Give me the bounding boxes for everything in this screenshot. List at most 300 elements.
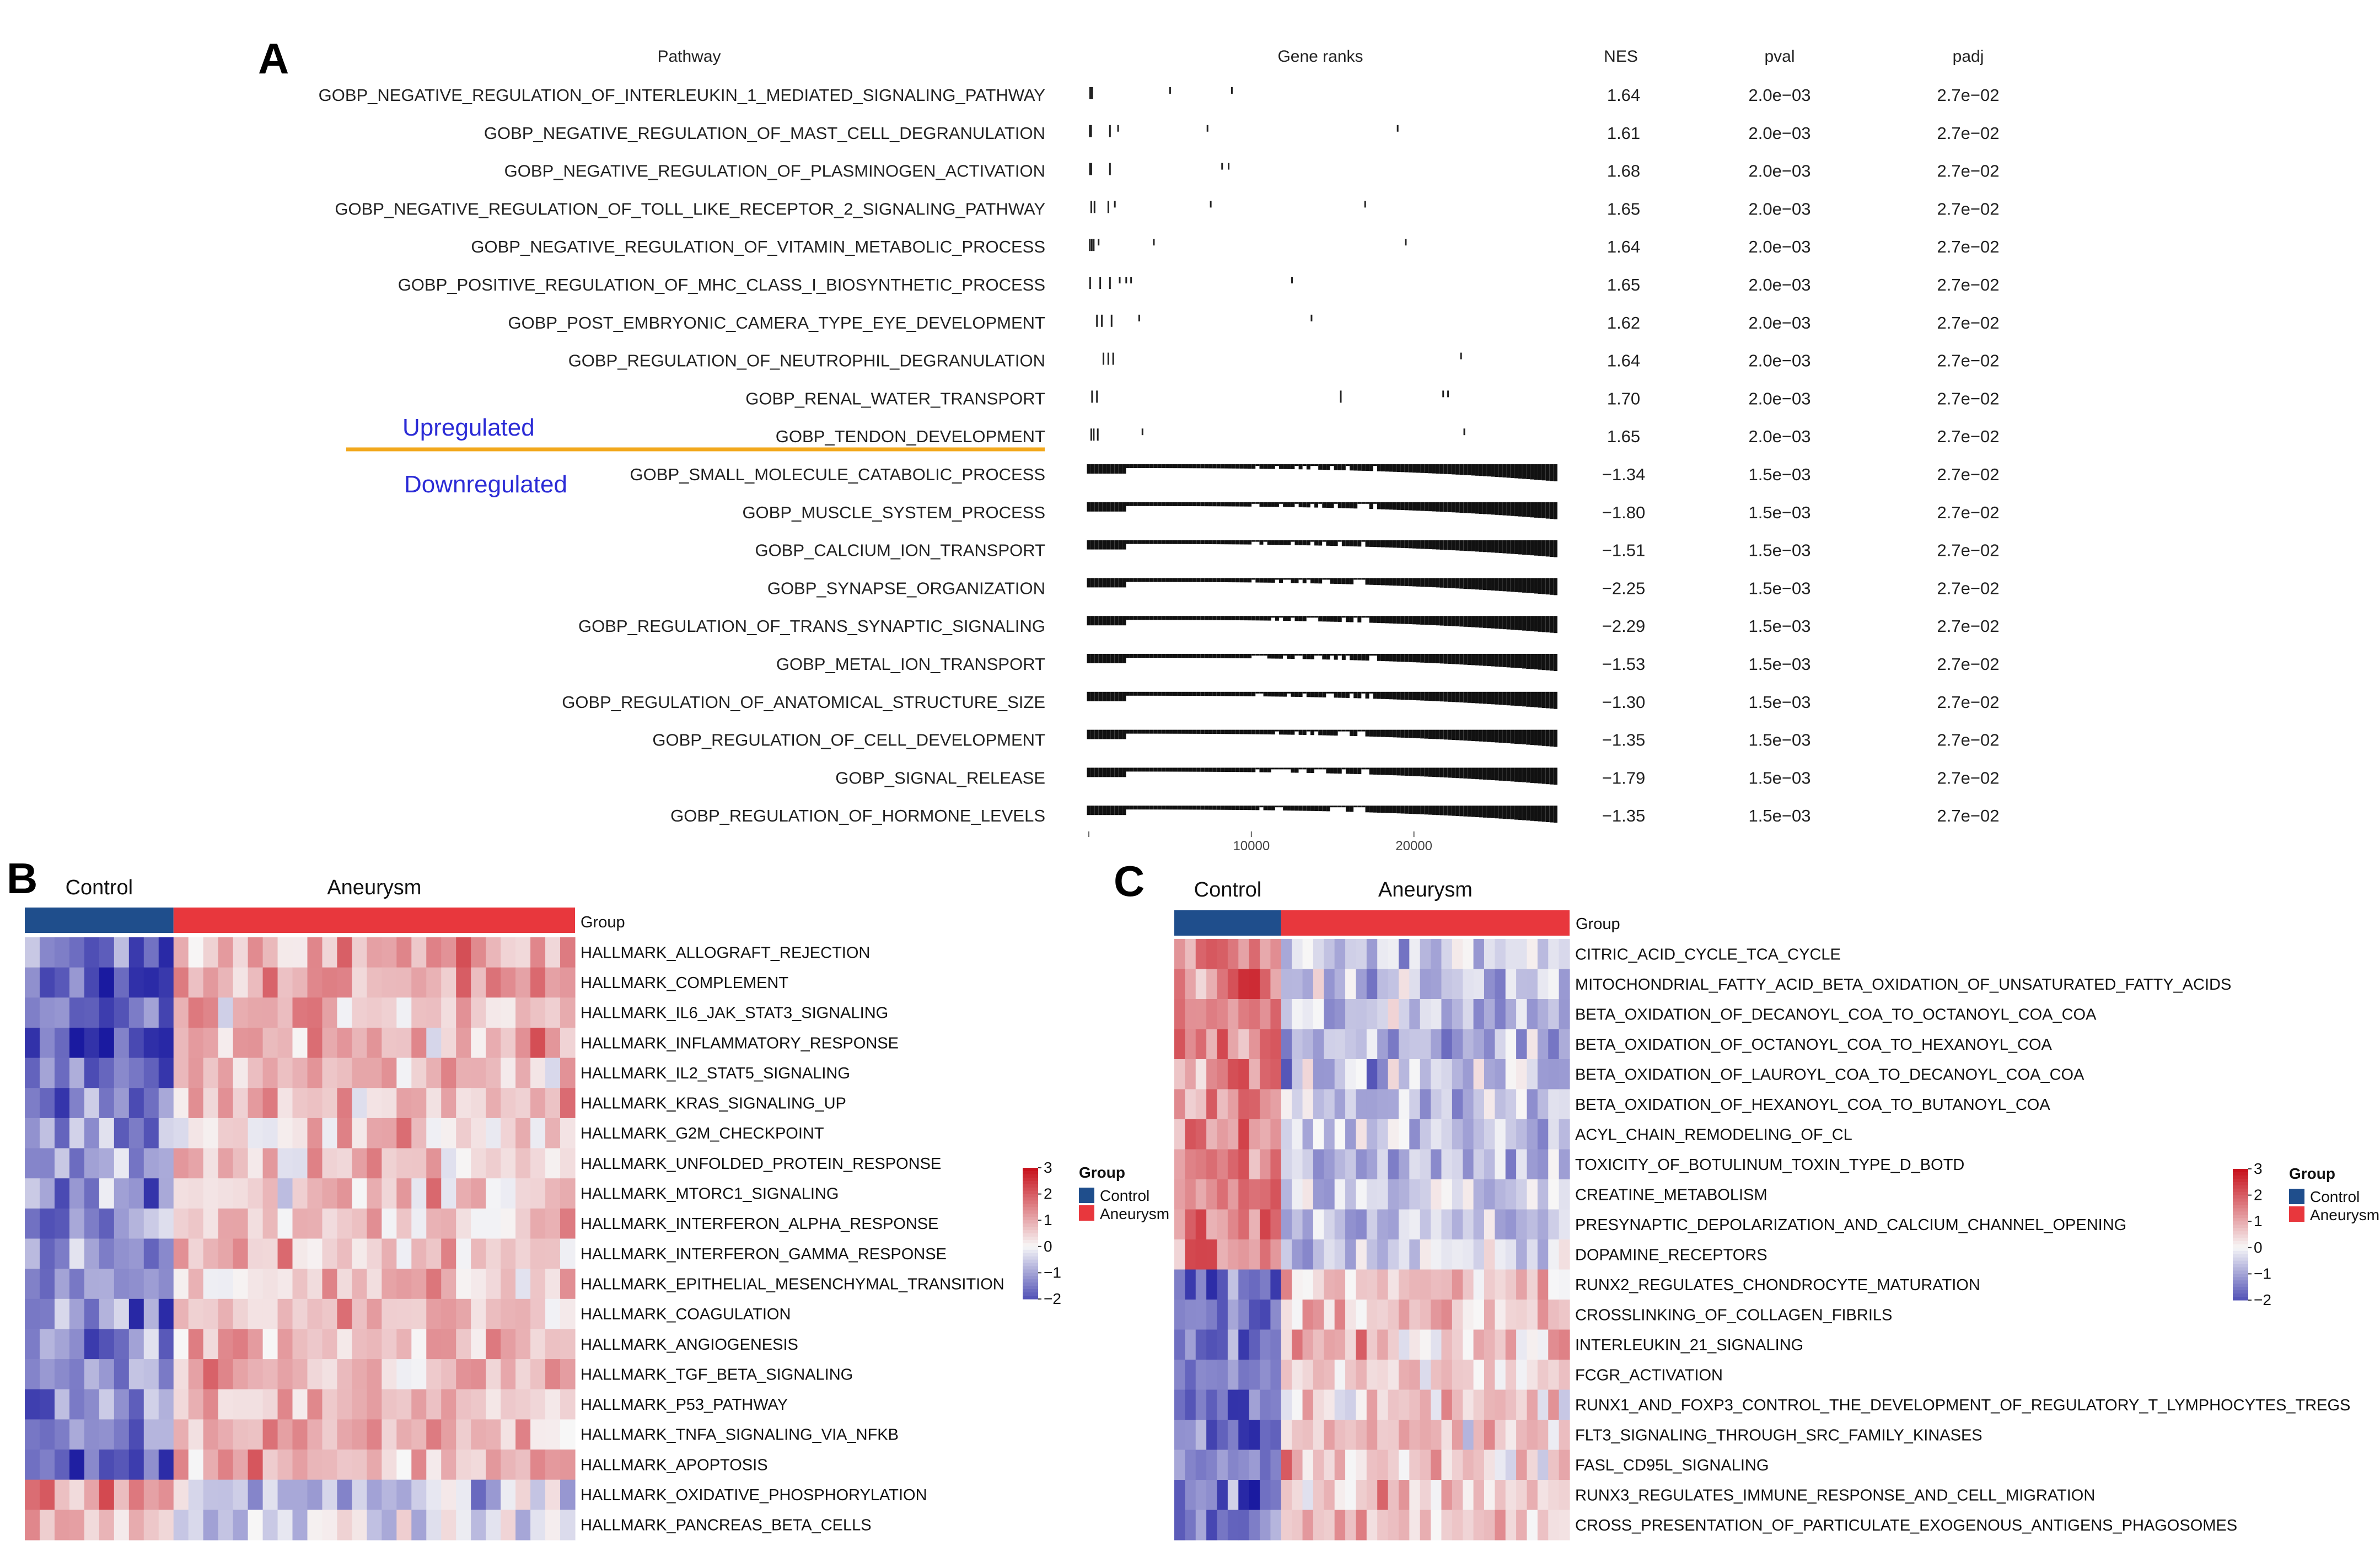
heatmap-cell	[1228, 1480, 1239, 1510]
heatmap-cell	[1495, 1480, 1506, 1510]
heatmap-cell	[1452, 1179, 1463, 1210]
color-scale-step	[1023, 1201, 1038, 1205]
heatmap-cell	[1345, 1150, 1356, 1180]
heatmap-cell	[486, 968, 501, 998]
heatmap-cell	[382, 1118, 397, 1148]
heatmap-cell	[560, 1389, 576, 1420]
heatmap-cell	[1281, 1330, 1292, 1360]
color-scale-step	[1023, 1276, 1038, 1280]
heatmap-cell	[1217, 1210, 1228, 1240]
heatmap-cell	[84, 1389, 100, 1420]
heatmap-cell	[515, 1118, 531, 1148]
heatmap-cell	[396, 1058, 412, 1088]
nes-value: −1.53	[1602, 654, 1646, 674]
heatmap-cell	[114, 1118, 130, 1148]
heatmap-cell	[1377, 1239, 1388, 1270]
heatmap-cell	[1388, 1330, 1399, 1360]
color-scale-step	[1023, 1282, 1038, 1286]
heatmap-cell	[1538, 1179, 1549, 1210]
heatmap-cell	[84, 1419, 100, 1450]
heatmap-cell	[1474, 969, 1485, 1000]
heatmap-cell	[367, 1058, 382, 1088]
nes-value: 1.65	[1607, 275, 1641, 294]
heatmap-cell	[1527, 1150, 1538, 1180]
heatmap-cell	[1388, 939, 1399, 969]
heatmap-cell	[1538, 1119, 1549, 1150]
heatmap-cell	[1441, 1239, 1452, 1270]
color-scale-step	[1023, 1230, 1038, 1234]
heatmap-cell	[1356, 1059, 1367, 1089]
heatmap-cell	[396, 1209, 412, 1239]
heatmap-cell	[367, 1178, 382, 1209]
heatmap-cell	[1506, 1089, 1517, 1120]
row-label: HALLMARK_MTORC1_SIGNALING	[581, 1185, 839, 1203]
heatmap-cell	[1527, 1420, 1538, 1450]
heatmap-cell	[307, 968, 323, 998]
heatmap-cell	[1260, 1179, 1271, 1210]
heatmap-cell	[1292, 939, 1303, 969]
heatmap-cell	[441, 1299, 456, 1329]
color-scale-step	[2233, 1172, 2248, 1176]
gsea-row	[319, 85, 2000, 105]
heatmap-cell	[278, 1239, 293, 1269]
heatmap-cell	[1409, 1210, 1420, 1240]
heatmap-cell	[1206, 1029, 1217, 1060]
gene-rank-marks	[1091, 201, 1365, 213]
gsea-row	[652, 730, 1999, 750]
heatmap-cell	[1206, 1239, 1217, 1270]
heatmap-cell	[367, 1389, 382, 1420]
color-scale-tick-label: 1	[2254, 1212, 2263, 1230]
padj-value: 2.7e−02	[1937, 161, 2000, 181]
heatmap-cell	[1377, 1450, 1388, 1480]
padj-value: 2.7e−02	[1937, 616, 2000, 636]
heatmap-cell	[322, 1510, 337, 1540]
pval-value: 2.0e−03	[1748, 427, 1811, 447]
gene-rank-marks	[1089, 464, 1555, 481]
heatmap-cell	[1484, 1179, 1495, 1210]
row-label: RUNX1_AND_FOXP3_CONTROL_THE_DEVELOPMENT_OF_REGULATORY_T_LYMPHOCYTES_TREGS	[1575, 1396, 2351, 1414]
legend-swatch-control	[2289, 1189, 2304, 1204]
heatmap-cell	[1249, 1450, 1260, 1480]
heatmap-cell	[1463, 999, 1474, 1029]
heatmap-cell	[1409, 1239, 1420, 1270]
heatmap-cell	[1441, 1450, 1452, 1480]
heatmap-cell	[426, 1148, 442, 1179]
heatmap-cell	[307, 1389, 323, 1420]
heatmap-cell	[441, 1209, 456, 1239]
heatmap-cell	[1431, 1210, 1442, 1240]
heatmap-cell	[55, 1329, 70, 1359]
heatmap-cell	[1367, 1300, 1378, 1330]
heatmap-cell	[396, 1359, 412, 1389]
heatmap-cell	[203, 1510, 219, 1540]
heatmap-cell	[1249, 1390, 1260, 1420]
heatmap-cell	[159, 1209, 174, 1239]
heatmap-cell	[560, 1329, 576, 1359]
heatmap-cell	[1174, 1390, 1185, 1420]
heatmap-cell	[55, 1239, 70, 1269]
heatmap-cell	[411, 1359, 427, 1389]
heatmap-cell	[1313, 1150, 1324, 1180]
group-label-aneurysm: Aneurysm	[327, 876, 422, 899]
heatmap-cell	[263, 1389, 278, 1420]
heatmap-cell	[515, 1359, 531, 1389]
color-scale-step	[1023, 1204, 1038, 1207]
heatmap-cell	[1303, 1300, 1314, 1330]
heatmap-cell	[1270, 1150, 1281, 1180]
panel-a-label: A	[258, 34, 289, 83]
heatmap-cell	[396, 1178, 412, 1209]
row-label: CREATINE_METABOLISM	[1575, 1186, 1767, 1204]
heatmap-cell	[1548, 969, 1559, 1000]
heatmap-cell	[1474, 1089, 1485, 1120]
heatmap-cell	[1270, 1480, 1281, 1510]
heatmap-cell	[486, 1299, 501, 1329]
heatmap-cell	[1516, 1119, 1527, 1150]
heatmap-cell	[1420, 1330, 1431, 1360]
heatmap-cell	[263, 1359, 278, 1389]
heatmap-cell	[486, 1239, 501, 1269]
heatmap-cell	[307, 1510, 323, 1540]
heatmap-cell	[189, 1480, 204, 1510]
heatmap-cell	[1270, 939, 1281, 969]
heatmap-cell	[1324, 1360, 1335, 1390]
heatmap-cell	[233, 1359, 249, 1389]
heatmap-cell	[1399, 1420, 1410, 1450]
heatmap-cell	[471, 1419, 486, 1450]
heatmap-cell	[1303, 1029, 1314, 1060]
heatmap-cell	[174, 1209, 189, 1239]
heatmap-cell	[25, 997, 40, 1028]
heatmap-cell	[69, 1359, 85, 1389]
heatmap-cell	[1313, 999, 1324, 1029]
heatmap-cell	[1292, 1360, 1303, 1390]
row-label: BETA_OXIDATION_OF_HEXANOYL_COA_TO_BUTANOYL_COA	[1575, 1096, 2050, 1114]
heatmap-cell	[1506, 1119, 1517, 1150]
heatmap-cell	[1516, 1089, 1527, 1120]
heatmap-cell	[293, 1058, 308, 1088]
heatmap-cell	[1548, 939, 1559, 969]
heatmap-cell	[233, 1209, 249, 1239]
heatmap-cell	[307, 1329, 323, 1359]
heatmap-cell	[1313, 1480, 1324, 1510]
heatmap-cell	[1335, 969, 1346, 1000]
heatmap-cell	[1452, 1239, 1463, 1270]
heatmap-cell	[1335, 1150, 1346, 1180]
heatmap-cell	[1377, 1420, 1388, 1450]
heatmap-cell	[515, 1058, 531, 1088]
heatmap-cell	[1516, 939, 1527, 969]
heatmap-cell	[144, 997, 159, 1028]
heatmap-cell	[189, 1118, 204, 1148]
heatmap-cell	[203, 1299, 219, 1329]
heatmap-cell	[1495, 1089, 1506, 1120]
heatmap-cell	[233, 1299, 249, 1329]
heatmap-cell	[367, 1329, 382, 1359]
heatmap-cell	[1292, 1089, 1303, 1120]
color-scale-step	[1023, 1250, 1038, 1254]
heatmap-cell	[1377, 1119, 1388, 1150]
heatmap-cell	[322, 1178, 337, 1209]
pathway-label: GOBP_REGULATION_OF_NEUTROPHIL_DEGRANULATION	[568, 351, 1045, 371]
heatmap-cell	[1409, 1119, 1420, 1150]
heatmap-cell	[1399, 969, 1410, 1000]
heatmap-cell	[1506, 939, 1517, 969]
heatmap-cell	[1303, 1390, 1314, 1420]
heatmap-cell	[382, 968, 397, 998]
heatmap-cell	[1431, 1059, 1442, 1089]
heatmap-cell	[1527, 1480, 1538, 1510]
gene-ranks-axis	[1089, 831, 1432, 853]
pathway-label: GOBP_NEGATIVE_REGULATION_OF_VITAMIN_METABOLIC_PROCESS	[471, 237, 1045, 257]
heatmap-cell	[1292, 1210, 1303, 1240]
color-scale-tick-label: 3	[1044, 1159, 1052, 1176]
heatmap-cell	[1345, 1029, 1356, 1060]
padj-value: 2.7e−02	[1937, 465, 2000, 484]
heatmap-cell	[1377, 1179, 1388, 1210]
heatmap-cell	[337, 1209, 352, 1239]
heatmap-cell	[114, 1088, 130, 1118]
heatmap-cell	[1196, 1029, 1207, 1060]
heatmap-cell	[129, 1058, 144, 1088]
heatmap-cell	[114, 1329, 130, 1359]
heatmap-cell	[293, 997, 308, 1028]
heatmap-cell	[1399, 999, 1410, 1029]
color-scale-step	[1023, 1181, 1038, 1185]
heatmap-cell	[1431, 939, 1442, 969]
heatmap-cell	[441, 968, 456, 998]
heatmap-cell	[189, 1329, 204, 1359]
heatmap-cell	[530, 1239, 546, 1269]
heatmap-cell	[560, 1058, 576, 1088]
heatmap-cell	[84, 1510, 100, 1540]
heatmap-cell	[1495, 1270, 1506, 1300]
heatmap-cell	[293, 1329, 308, 1359]
heatmap-cell	[84, 1088, 100, 1118]
row-label: HALLMARK_APOPTOSIS	[581, 1456, 768, 1474]
heatmap-cell	[1196, 1300, 1207, 1330]
heatmap-cell	[189, 937, 204, 968]
heatmap-cell	[99, 1118, 115, 1148]
heatmap-cell	[189, 1299, 204, 1329]
heatmap-cell	[189, 1209, 204, 1239]
heatmap-cell	[1559, 1210, 1570, 1240]
heatmap-cell	[1185, 969, 1196, 1000]
heatmap-cell	[1527, 1059, 1538, 1089]
color-scale-step	[1023, 1223, 1038, 1227]
heatmap-cell	[189, 1419, 204, 1450]
heatmap-cell	[1281, 1150, 1292, 1180]
heatmap-cell	[471, 937, 486, 968]
heatmap-cell	[1559, 1510, 1570, 1540]
color-scale-step	[1023, 1279, 1038, 1283]
heatmap-cell	[129, 1359, 144, 1389]
heatmap-cell	[1548, 1330, 1559, 1360]
heatmap-cell	[1367, 1179, 1378, 1210]
heatmap-cell	[1559, 1029, 1570, 1060]
heatmap-cell	[1324, 1150, 1335, 1180]
heatmap-cell	[367, 1148, 382, 1179]
heatmap-cell	[1463, 1480, 1474, 1510]
heatmap-cell	[174, 1450, 189, 1480]
color-scale-step	[2233, 1185, 2248, 1189]
heatmap-cell	[1538, 1059, 1549, 1089]
heatmap-cell	[1292, 1300, 1303, 1330]
heatmap-cell	[1452, 969, 1463, 1000]
pval-value: 1.5e−03	[1748, 616, 1811, 636]
heatmap-cell	[1441, 1300, 1452, 1330]
heatmap-cell	[1238, 1029, 1249, 1060]
heatmap-cell	[1345, 1059, 1356, 1089]
heatmap-cell	[307, 1239, 323, 1269]
heatmap-cell	[1356, 1360, 1367, 1390]
heatmap-cell	[233, 1450, 249, 1480]
heatmap-cell	[456, 1269, 471, 1299]
heatmap-cell	[203, 1178, 219, 1209]
heatmap-cell	[1206, 1510, 1217, 1540]
axis-tick-label: 20000	[1395, 839, 1433, 853]
heatmap-cell	[174, 1058, 189, 1088]
heatmap-cell	[1228, 1390, 1239, 1420]
heatmap-cell	[352, 937, 367, 968]
heatmap-cell	[84, 1480, 100, 1510]
heatmap-cell	[1249, 969, 1260, 1000]
heatmap-cell	[159, 1148, 174, 1179]
heatmap-cell	[55, 1480, 70, 1510]
heatmap-cell	[1260, 1059, 1271, 1089]
heatmap-cell	[1431, 1119, 1442, 1150]
heatmap-cell	[203, 1209, 219, 1239]
heatmap-cell	[1174, 1239, 1185, 1270]
heatmap-cell	[1484, 939, 1495, 969]
heatmap-cell	[263, 1178, 278, 1209]
heatmap-cell	[1356, 1239, 1367, 1270]
heatmap-cell	[456, 1299, 471, 1329]
heatmap-cell	[99, 1450, 115, 1480]
heatmap-cell	[1548, 1150, 1559, 1180]
heatmap-cell	[40, 997, 55, 1028]
heatmap-cell	[25, 1359, 40, 1389]
row-label: HALLMARK_TGF_BETA_SIGNALING	[581, 1366, 853, 1384]
heatmap-cell	[1217, 1480, 1228, 1510]
heatmap-cell	[1516, 1420, 1527, 1450]
heatmap-cell	[144, 1450, 159, 1480]
heatmap-cell	[114, 1480, 130, 1510]
heatmap-cell	[1527, 1179, 1538, 1210]
heatmap-cell	[174, 1028, 189, 1058]
heatmap-cell	[560, 1148, 576, 1179]
heatmap-cell	[1303, 1330, 1314, 1360]
row-label: TOXICITY_OF_BOTULINUM_TOXIN_TYPE_D_BOTD	[1575, 1156, 1965, 1174]
pval-value: 1.5e−03	[1748, 502, 1811, 522]
heatmap-cell	[1238, 1510, 1249, 1540]
heatmap-cell	[218, 1088, 234, 1118]
heatmap-cell	[174, 1269, 189, 1299]
heatmap-cell	[203, 1148, 219, 1179]
heatmap-cell	[248, 937, 264, 968]
heatmap-cell	[1345, 1420, 1356, 1450]
heatmap-cell	[144, 1389, 159, 1420]
heatmap-cell	[322, 1058, 337, 1088]
color-scale-step	[1023, 1171, 1038, 1175]
heatmap-cell	[99, 1178, 115, 1209]
heatmap-cell	[337, 1118, 352, 1148]
heatmap-cell	[1506, 1059, 1517, 1089]
heatmap-cell	[501, 1510, 516, 1540]
heatmap-cell	[1228, 1330, 1239, 1360]
heatmap-cell	[456, 1118, 471, 1148]
group-label-aneurysm: Aneurysm	[1378, 878, 1473, 901]
heatmap-cell	[99, 968, 115, 998]
heatmap-cell	[441, 1269, 456, 1299]
heatmap-cell	[456, 1359, 471, 1389]
heatmap-cell	[486, 1329, 501, 1359]
heatmap-cell	[545, 1088, 561, 1118]
heatmap-cell	[1495, 1510, 1506, 1540]
heatmap-cell	[1559, 1330, 1570, 1360]
nes-value: 1.70	[1607, 389, 1641, 409]
heatmap-cell	[1548, 1239, 1559, 1270]
heatmap-cell	[367, 1359, 382, 1389]
padj-value: 2.7e−02	[1937, 85, 2000, 105]
pval-value: 2.0e−03	[1748, 199, 1811, 219]
heatmap-cell	[40, 1148, 55, 1179]
gene-rank-marks	[1090, 277, 1292, 289]
heatmap-cell	[1516, 1450, 1527, 1480]
heatmap-cell	[456, 1510, 471, 1540]
heatmap-cell	[1313, 1239, 1324, 1270]
heatmap-cell	[1495, 1420, 1506, 1450]
heatmap-cell	[1506, 1360, 1517, 1390]
heatmap-cell	[1356, 1210, 1367, 1240]
heatmap-cell	[1185, 1420, 1196, 1450]
heatmap-cell	[441, 1088, 456, 1118]
heatmap-cell	[1249, 999, 1260, 1029]
heatmap-cell	[84, 1450, 100, 1480]
heatmap-cell	[84, 1209, 100, 1239]
heatmap-cell	[545, 1480, 561, 1510]
heatmap-cell	[1196, 1480, 1207, 1510]
color-scale-step	[1023, 1198, 1038, 1201]
heatmap-cell	[1270, 1059, 1281, 1089]
heatmap-cell	[1431, 1270, 1442, 1300]
heatmap-cell	[337, 937, 352, 968]
heatmap-cell	[1441, 969, 1452, 1000]
heatmap-cell	[1463, 969, 1474, 1000]
heatmap-cell	[426, 1359, 442, 1389]
padj-value: 2.7e−02	[1937, 427, 2000, 447]
padj-value: 2.7e−02	[1937, 692, 2000, 712]
heatmap-cell	[293, 1299, 308, 1329]
pval-value: 2.0e−03	[1748, 351, 1811, 371]
heatmap-cell	[1516, 1330, 1527, 1360]
heatmap-cell	[471, 1359, 486, 1389]
heatmap-cell	[1388, 1059, 1399, 1089]
heatmap-cell	[1399, 1089, 1410, 1120]
heatmap-cell	[218, 1209, 234, 1239]
heatmap-cell	[486, 1269, 501, 1299]
heatmap-cell	[1388, 1450, 1399, 1480]
heatmap-cell	[25, 1239, 40, 1269]
heatmap-cell	[1196, 969, 1207, 1000]
heatmap-cell	[84, 1058, 100, 1088]
heatmap-cell	[248, 968, 264, 998]
heatmap-cell	[1335, 1480, 1346, 1510]
heatmap-cell	[25, 1269, 40, 1299]
heatmap-cell	[99, 1058, 115, 1088]
heatmap-cell	[426, 1209, 442, 1239]
